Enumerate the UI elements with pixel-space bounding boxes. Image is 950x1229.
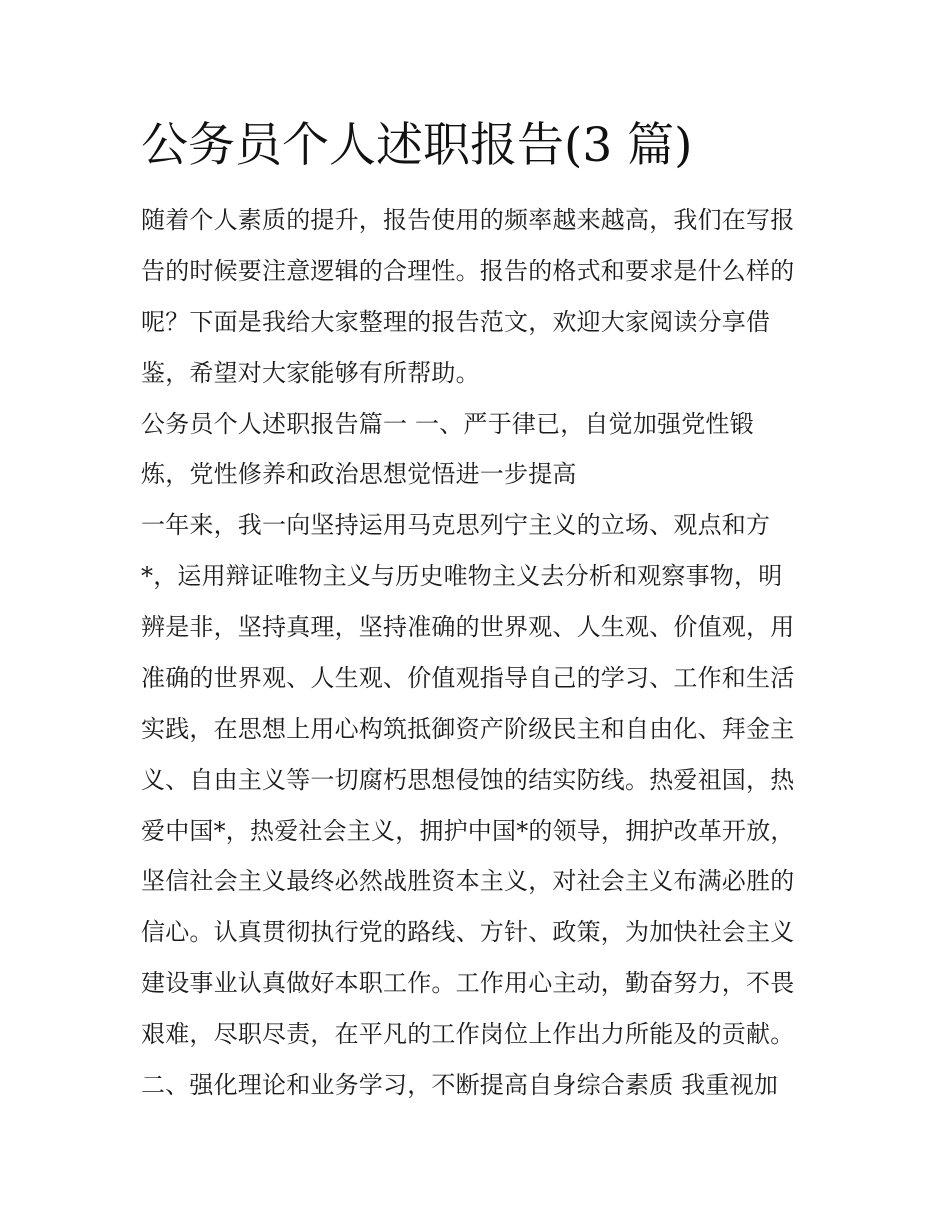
body-line-7: 一年来，我一向坚持运用马克思列宁主义的立场、观点和方 [141,511,771,539]
body-line-1: 随着个人素质的提升，报告使用的频率越来越高，我们在写报 [141,206,795,234]
body-line-17: 艰难，尽职尽责，在平凡的工作岗位上作出力所能及的贡献。 [141,1020,795,1048]
body-line-11: 实践，在思想上用心构筑抵御资产阶级民主和自由化、拜金主 [141,715,795,743]
body-line-14: 坚信社会主义最终必然战胜资本主义，对社会主义布满必胜的 [141,867,795,895]
body-line-12: 义、自由主义等一切腐朽思想侵蚀的结实防线。热爱祖国，热 [141,766,795,794]
body-line-18: 二、强化理论和业务学习，不断提高自身综合素质 我重视加 [141,1071,779,1099]
body-line-9: 辨是非，坚持真理，坚持准确的世界观、人生观、价值观，用 [141,613,795,641]
body-line-13: 爱中国*，热爱社会主义，拥护中国*的领导，拥护改革开放， [141,817,795,845]
body-line-2: 告的时候要注意逻辑的合理性。报告的格式和要求是什么样的 [141,257,795,285]
body-line-5: 公务员个人述职报告篇一 一、严于律已，自觉加强党性锻 [141,410,754,438]
body-line-10: 准确的世界观、人生观、价值观指导自己的学习、工作和生活 [141,664,795,692]
body-line-15: 信心。认真贯彻执行党的路线、方针、政策，为加快社会主义 [141,918,795,946]
body-line-8: *，运用辩证唯物主义与历史唯物主义去分析和观察事物，明 [141,562,783,590]
body-line-16: 建设事业认真做好本职工作。工作用心主动，勤奋努力，不畏 [141,969,795,997]
body-line-3: 呢？下面是我给大家整理的报告范文，欢迎大家阅读分享借 [141,308,771,336]
document-title: 公务员个人述职报告(3 篇) [141,118,693,173]
body-line-4: 鉴，希望对大家能够有所帮助。 [141,359,480,387]
body-line-6: 炼，党性修养和政治思想觉悟进一步提高 [141,460,577,488]
